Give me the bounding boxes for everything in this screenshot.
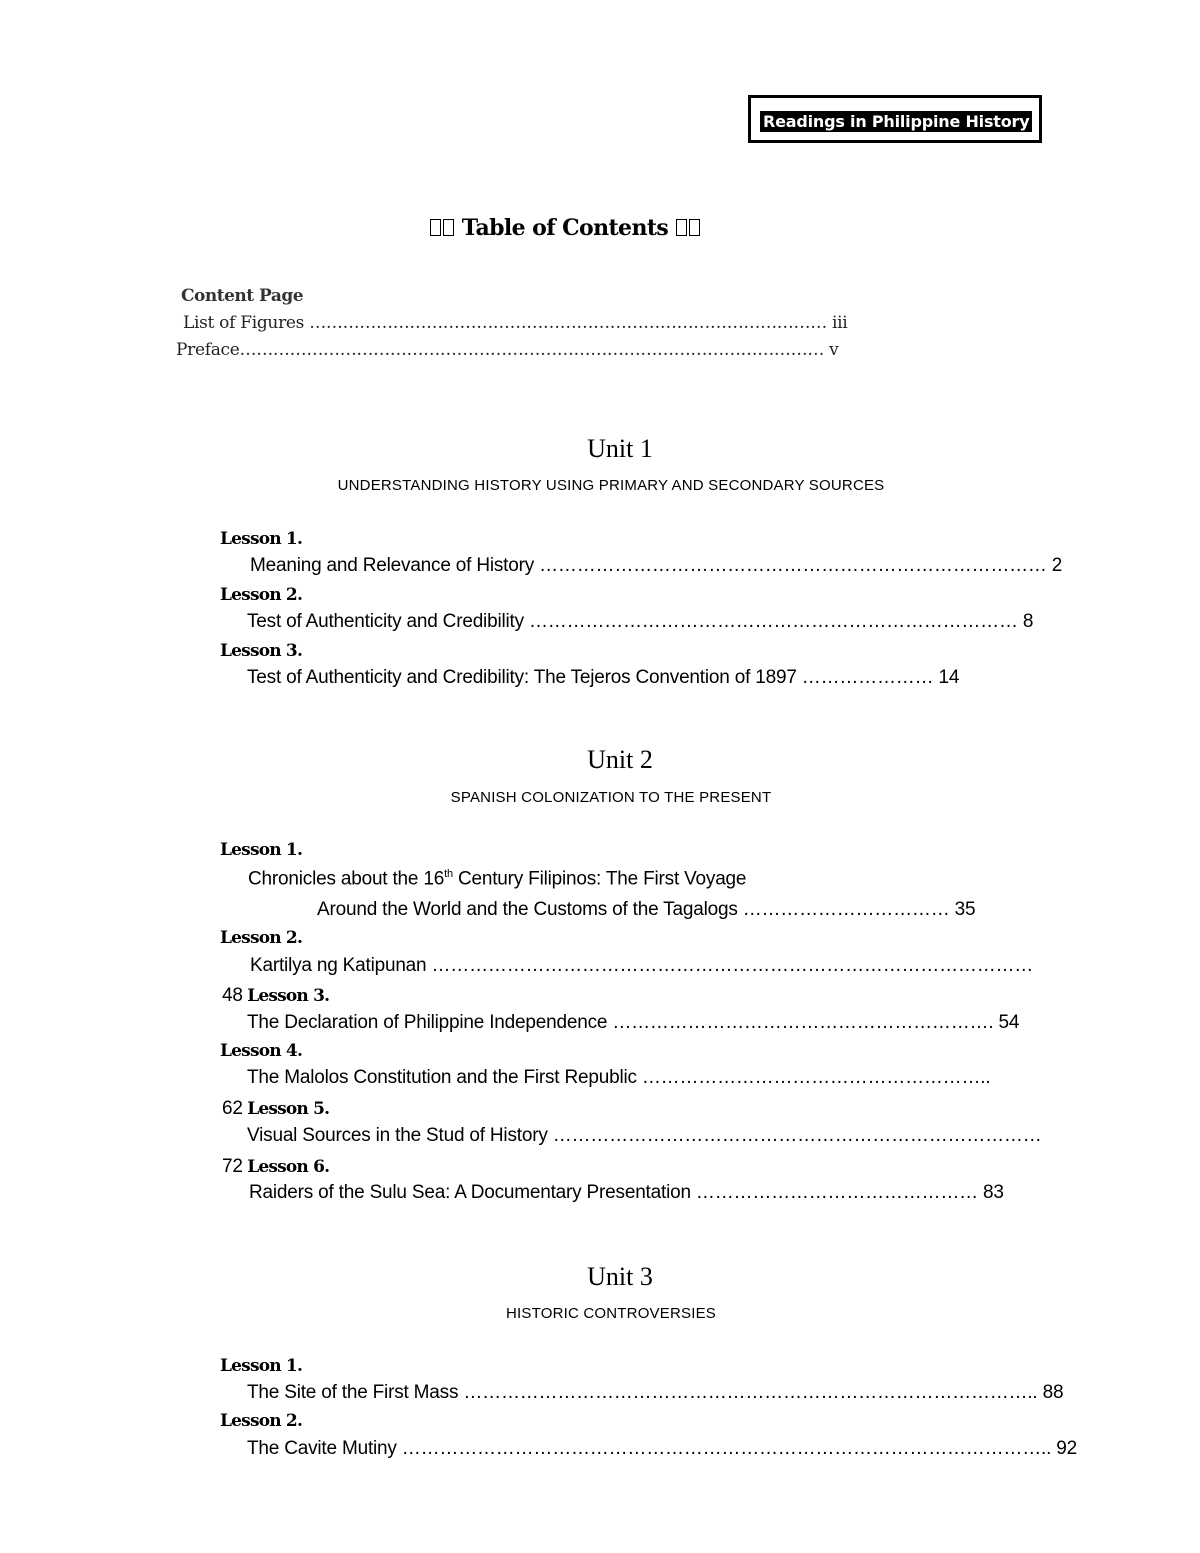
lesson-label: Lesson 2. (220, 928, 303, 948)
page-number: 48 (222, 985, 243, 1006)
toc-entry-list-of-figures: List of Figures ………………………………………………………………………………… iii (183, 313, 848, 333)
unit-title: Unit 2 (587, 745, 653, 774)
lesson-line (222, 985, 329, 1007)
toc-entry: The Malolos Constitution and the First Republic ……………………………………………….. (247, 1067, 991, 1088)
page-number: 72 (222, 1156, 243, 1177)
toc-entry: The Cavite Mutiny ………………………………………………………………………………………….. 92 (247, 1438, 1077, 1459)
toc-title: Table of Contents (461, 215, 669, 241)
page-number: 62 (222, 1098, 243, 1119)
lesson-label: Lesson 6. (247, 1157, 330, 1177)
lesson-label: Lesson 1. (220, 840, 303, 860)
toc-title-row (0, 215, 1130, 241)
missing-glyph-icon (689, 219, 700, 236)
lesson-label: Lesson 3. (220, 641, 303, 661)
lesson-label: Lesson 5. (247, 1099, 330, 1119)
missing-glyph-icon (676, 219, 687, 236)
lesson-label: Lesson 4. (220, 1041, 303, 1061)
toc-entry: The Site of the First Mass ……………………………………………………………………………….. 88 (247, 1382, 1064, 1403)
lesson-label: Lesson 3. (247, 986, 330, 1006)
lesson-label: Lesson 2. (220, 1411, 303, 1431)
toc-entry-preface: Preface…………………………………………………………………………………………… v (176, 340, 839, 360)
missing-glyph-icon (443, 219, 454, 236)
toc-entry: Kartilya ng Katipunan …………………………………………………………………………………… (250, 955, 1034, 976)
unit-title: Unit 1 (587, 434, 653, 463)
header-label: Readings in Philippine History (760, 111, 1032, 132)
unit-title: Unit 3 (587, 1262, 653, 1291)
toc-entry: Visual Sources in the Stud of History …………………………………………………………………… (247, 1125, 1042, 1146)
unit-subtitle: HISTORIC CONTROVERSIES (506, 1305, 716, 1322)
toc-entry-continued: Around the World and the Customs of the Tagalogs …………………………… 35 (317, 899, 976, 920)
header-box (748, 95, 1042, 143)
toc-entry: Raiders of the Sulu Sea: A Documentary Presentation ……………………………………… 83 (249, 1182, 1004, 1203)
toc-entry: The Declaration of Philippine Independence ……………………………………………………. 54 (247, 1012, 1020, 1033)
missing-glyph-icon (430, 219, 441, 236)
toc-entry: Test of Authenticity and Credibility …………………………………………………………………… 8 (247, 611, 1034, 632)
unit-subtitle: UNDERSTANDING HISTORY USING PRIMARY AND SECONDARY SOURCES (337, 477, 885, 494)
toc-entry: Test of Authenticity and Credibility: The Tejeros Convention of 1897 ………………… 14 (247, 667, 960, 688)
lesson-line (222, 1098, 329, 1120)
lesson-label: Lesson 2. (220, 585, 303, 605)
lesson-label: Lesson 1. (220, 1356, 303, 1376)
unit-subtitle: SPANISH COLONIZATION TO THE PRESENT (450, 789, 772, 806)
toc-entry: Meaning and Relevance of History ……………………………………………………………………… 2 (250, 555, 1063, 576)
content-page-label: Content Page (181, 286, 304, 306)
lesson-line (222, 1156, 329, 1178)
toc-entry: Chronicles about the 16th Century Filipinos: The First Voyage (248, 868, 747, 890)
lesson-label: Lesson 1. (220, 529, 303, 549)
